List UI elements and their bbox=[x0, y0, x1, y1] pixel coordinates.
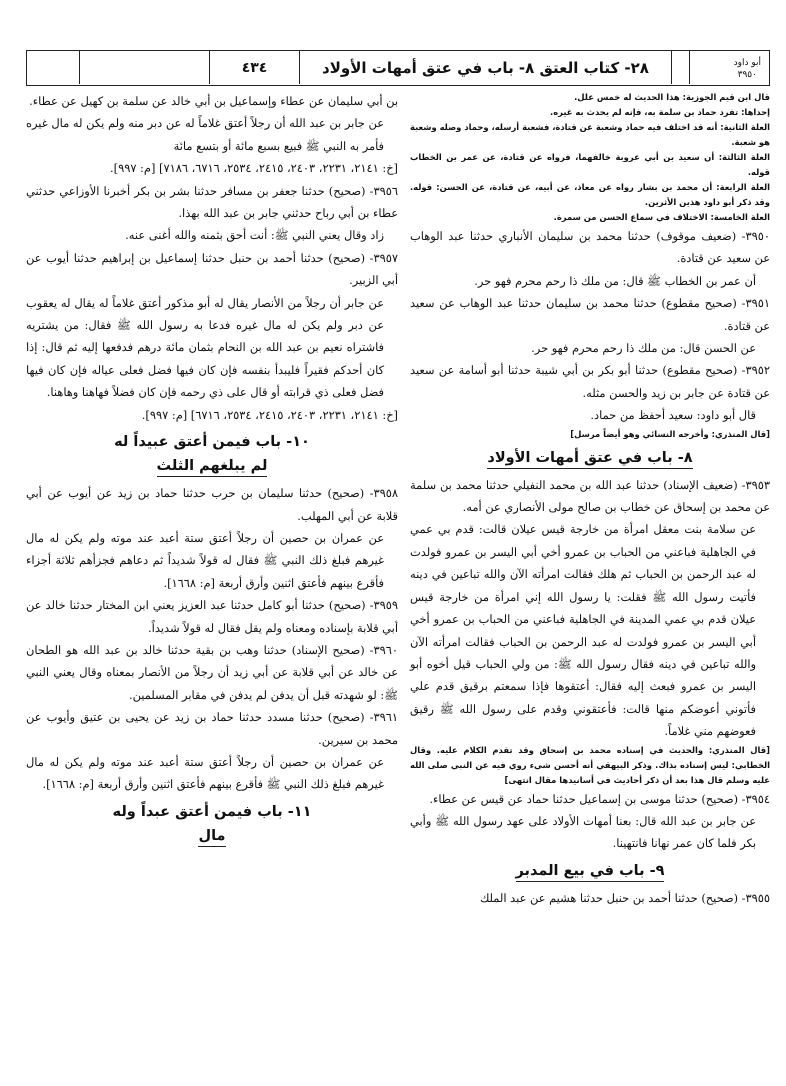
hadith-3956-isnad: ٣٩٥٦- (صحيح) حدثنا جعفر بن مسافر حدثنا بشر بن بكر أخبرنا الأوزاعي حدثني عطاء بن أبي رباح حدثني جابر بن عبد الله بهذا. bbox=[26, 183, 398, 221]
chapter-9-title: ٩- باب في بيع المدبر bbox=[516, 863, 665, 882]
hadith-3951-isnad: ٣٩٥١- (صحيح مقطوع) حدثنا محمد بن سليمان حدثنا عبد الوهاب عن سعيد عن قتادة. bbox=[410, 296, 770, 333]
hadith-3955-isnad: ٣٩٥٥- (صحيح) حدثنا أحمد بن حنبل حدثنا هشيم عن عبد الملك bbox=[479, 890, 770, 905]
chapter-9-heading bbox=[410, 859, 770, 883]
intro-note-2: إحداها: تفرد حماد بن سلمة به، فإنه لم يحدث به غيره. bbox=[550, 107, 770, 117]
intro-note-1: قال ابن قيم الجوزية: هذا الحديث له خمس علل. bbox=[574, 92, 770, 102]
intro-note-3: العلة الثانية: أنه قد اختلف فيه حماد وشعبة عن قتادة، فشعبة أرسله، وحماد وصله وشعبة هو شعبة. bbox=[410, 122, 770, 147]
hadith-3954-isnad: ٣٩٥٤- (صحيح) حدثنا موسى بن إسماعيل حدثنا حماد عن قيس عن عطاء. bbox=[429, 791, 770, 806]
page-header bbox=[26, 50, 770, 86]
hadith-3953-isnad: ٣٩٥٣- (ضعيف الإسناد) حدثنا عبد الله بن محمد النفيلي حدثنا محمد بن سلمة عن محمد بن إسحاق عن خطاب بن صالح مولى الأنصاري عن أمه. bbox=[410, 477, 770, 515]
spacer-cell bbox=[671, 51, 689, 84]
continued-refs: [خ: ٢١٤١، ٢٢٣١، ٢٤٠٣، ٢٤١٥، ٢٥٣٤، ٦٧١٦، ٧١٨٦] [م: ٩٩٧]. bbox=[110, 161, 398, 176]
hadith-3954-text: عن جابر بن عبد الله قال: بعنا أمهات الأولاد على عهد رسول الله ﷺ وأبي بكر فلما كان عمر نهانا فانتهينا. bbox=[410, 813, 756, 851]
intro-note-6: العلة الخامسة: الاختلاف في سماع الحسن من سمرة. bbox=[553, 212, 770, 222]
continued-isnad: بن أبي سليمان عن عطاء وإسماعيل بن أبي خالد عن سلمة بن كهيل عن عطاء. bbox=[29, 94, 398, 108]
source-number: ٣٩٥٠ bbox=[737, 70, 757, 80]
hadith-3951-text: عن الحسن قال: من ملك ذا رحم محرم فهو حر. bbox=[531, 341, 756, 356]
abu-dawud-comment: قال أبو داود: سعيد أحفظ من حماد. bbox=[590, 408, 756, 423]
empty-cell bbox=[79, 51, 209, 84]
intro-note-4: العلة الثالثة: أن سعيد بن أبي عروبة خالفهما، فرواه عن قتادة، عن عمر بن الخطاب قوله. bbox=[410, 152, 770, 177]
left-column bbox=[26, 90, 398, 852]
chapter-10-title-line1: ١٠- باب فيمن أعتق عبيداً له bbox=[114, 434, 310, 451]
source-label: أبو داود bbox=[733, 58, 761, 68]
hadith-3950-text: أن عمر بن الخطاب ﷺ قال: من ملك ذا رحم محرم فهو حر. bbox=[474, 273, 756, 288]
mundhiri-note-3953: [قال المنذري: والحديث في إسناده محمد بن إسحاق وقد تقدم الكلام عليه. وقال الخطابي: ليس إسناده بذاك. وذكر البيهقي أنه أحسن شيء روي فيه عن النبي صلى الله عليه وسلم قال هذا بعد أن ذكر أحاديث في أسانيدها مقال انتهى] bbox=[410, 744, 770, 785]
hadith-3953-text: عن سلامة بنت معقل امرأة من خارجة قيس عيلان قالت: قدم بي عمي في الجاهلية فباعني من الحباب بن عمرو أخي أبي اليسر بن عمرو فولدت له عبد الرحمن بن الحباب ثم هلك فقالت امرأته الآن والله تباعين في دينه فأتيت رسول الله ﷺ فقلت: يا رسول الله إني امرأة من خارجة قيس عيلان قدم بي عمي المدينة في الجاهلية فباعني من الحباب بن عمرو أخي أبي اليسر بن عمرو فولدت له عبد الرحمن بن الحباب فقالت امرأته الآن والله تباعين في دينه فقال رسول الله ﷺ: من ولي الحباب قيل أخوه أبو اليسر بن عمرو فبعث إليه فقال: أعتقوها فإذا سمعتم برقيق قدم علي فأتوني أعوضكم منها قالت: فأعتقوني وقدم على رسول الله ﷺ رقيق فعوضهم مني غلاماً. bbox=[410, 522, 756, 739]
chapter-11-heading bbox=[26, 800, 398, 848]
chapter-10-heading bbox=[26, 430, 398, 478]
hadith-3950-isnad: ٣٩٥٠- (ضعيف موقوف) حدثنا محمد بن سليمان الأنباري حدثنا عبد الوهاب عن سعيد عن قتادة. bbox=[410, 229, 770, 266]
book-page bbox=[26, 50, 770, 1080]
intro-note-5: العلة الرابعة: أن محمد بن بشار رواه عن معاذ، عن أبيه، عن قتادة، عن الحسن: قوله. وقد ذكر أبو داود هذين الأثرين. bbox=[410, 182, 770, 207]
hadith-3957-isnad: ٣٩٥٧- (صحيح) حدثنا أحمد بن حنبل حدثنا إسماعيل بن إبراهيم حدثنا أيوب عن أبي الزبير. bbox=[26, 250, 398, 288]
continued-text: عن جابر بن عبد الله أن رجلاً أعتق غلاماً له عن دبر منه ولم يكن له مال غيره فأمر به النبي ﷺ فبيع بسبع مائة أو بتسع مائة bbox=[26, 116, 384, 153]
hadith-3952-isnad: ٣٩٥٢- (صحيح مقطوع) حدثنا أبو بكر بن أبي شيبة حدثنا أبو أسامة عن سعيد عن قتادة عن جابر بن زيد والحسن مثله. bbox=[410, 363, 770, 400]
chapter-10-title-line2: لم يبلغهم الثلث bbox=[157, 458, 268, 477]
hadith-3957-refs: [خ: ٢١٤١، ٢٢٣١، ٢٤٠٣، ٢٤١٥، ٢٥٣٤، ٦٧١٦] [م: ٩٩٧]. bbox=[141, 407, 398, 422]
page-number: ٤٣٤ bbox=[209, 51, 299, 84]
chapter-11-title-line2: مال bbox=[198, 828, 225, 847]
hadith-3957-text: عن جابر أن رجلاً من الأنصار يقال له أبو مذكور أعتق غلاماً له يقال له يعقوب عن دبر ولم يكن له مال غيره فدعا به رسول الله ﷺ فقال: من يشتريه فاشتراه نعيم بن عبد الله بن النحام بثمان مائة درهم فدفعها إليه ثم قال: إذا كان أحدكم فقيراً فليبدأ بنفسه فإن كان فيها فضل فعلى عياله فإن كان فيها فضل فعلى ذي قرابته أو قال على ذي رحمه فإن كان فضلاً فهاهنا وهاهنا. bbox=[26, 295, 384, 400]
hadith-3958-text: عن عمران بن حصين أن رجلاً أعتق ستة أعبد عند موته ولم يكن له مال غيرهم فبلغ ذلك النبي ﷺ فقال له قولاً شديداً ثم دعاهم فجزأهم ثلاثة أجزاء فأقرع بينهم فأعتق اثنين وأرق أربعة [م: ١٦٦٨]. bbox=[26, 530, 384, 590]
mundhiri-note-3952: [قال المنذري: وأخرجه النسائي وهو أيضاً مرسل] bbox=[570, 428, 770, 439]
hadith-3960: ٣٩٦٠- (صحيح الإسناد) حدثنا وهب بن بقية حدثنا خالد بن عبد الله هو الطحان عن خالد عن أبي قلابة عن أبي زيد أن رجلاً من الأنصار بمعناه وقال يعني النبي ﷺ: لو شهدته قبل أن يدفن لم يدفن في مقابر المسلمين. bbox=[26, 642, 398, 702]
chapter-11-title-line1: ١١- باب فيمن أعتق عبداً وله bbox=[112, 803, 312, 820]
chapter-8-heading bbox=[410, 446, 770, 470]
book-chapter-title: ٢٨- كتاب العتق ٨- باب في عتق أمهات الأولاد bbox=[299, 51, 671, 84]
hadith-3958-isnad: ٣٩٥٨- (صحيح) حدثنا سليمان بن حرب حدثنا حماد بن زيد عن أيوب عن أبي قلابة عن أبي المهلب. bbox=[26, 486, 398, 523]
chapter-8-title: ٨- باب في عتق أمهات الأولاد bbox=[487, 450, 692, 469]
hadith-3961-text: عن عمران بن حصين أن رجلاً أعتق ستة أعبد عند موته ولم يكن له مال غيرهم فبلغ ذلك النبي ﷺ فأقرع بينهم فأعتق اثنين وأرق أربعة [م: ١٦٦٨]. bbox=[26, 754, 384, 792]
hadith-3961-isnad: ٣٩٦١- (صحيح) حدثنا مسدد حدثنا حماد بن زيد عن يحيى بن عتيق وأيوب عن محمد بن سيرين. bbox=[26, 710, 398, 747]
right-column bbox=[410, 90, 770, 909]
hadith-3956-text: زاد وقال يعني النبي ﷺ: أنت أحق بثمنه والله أغنى عنه. bbox=[125, 228, 384, 243]
source-cell bbox=[689, 51, 769, 84]
hadith-3959: ٣٩٥٩- (صحيح) حدثنا أبو كامل حدثنا عبد العزيز يعني ابن المختار حدثنا خالد عن أبي قلابة بإسناده ومعناه ولم يقل فقال له قولاً شديداً. bbox=[26, 598, 398, 635]
